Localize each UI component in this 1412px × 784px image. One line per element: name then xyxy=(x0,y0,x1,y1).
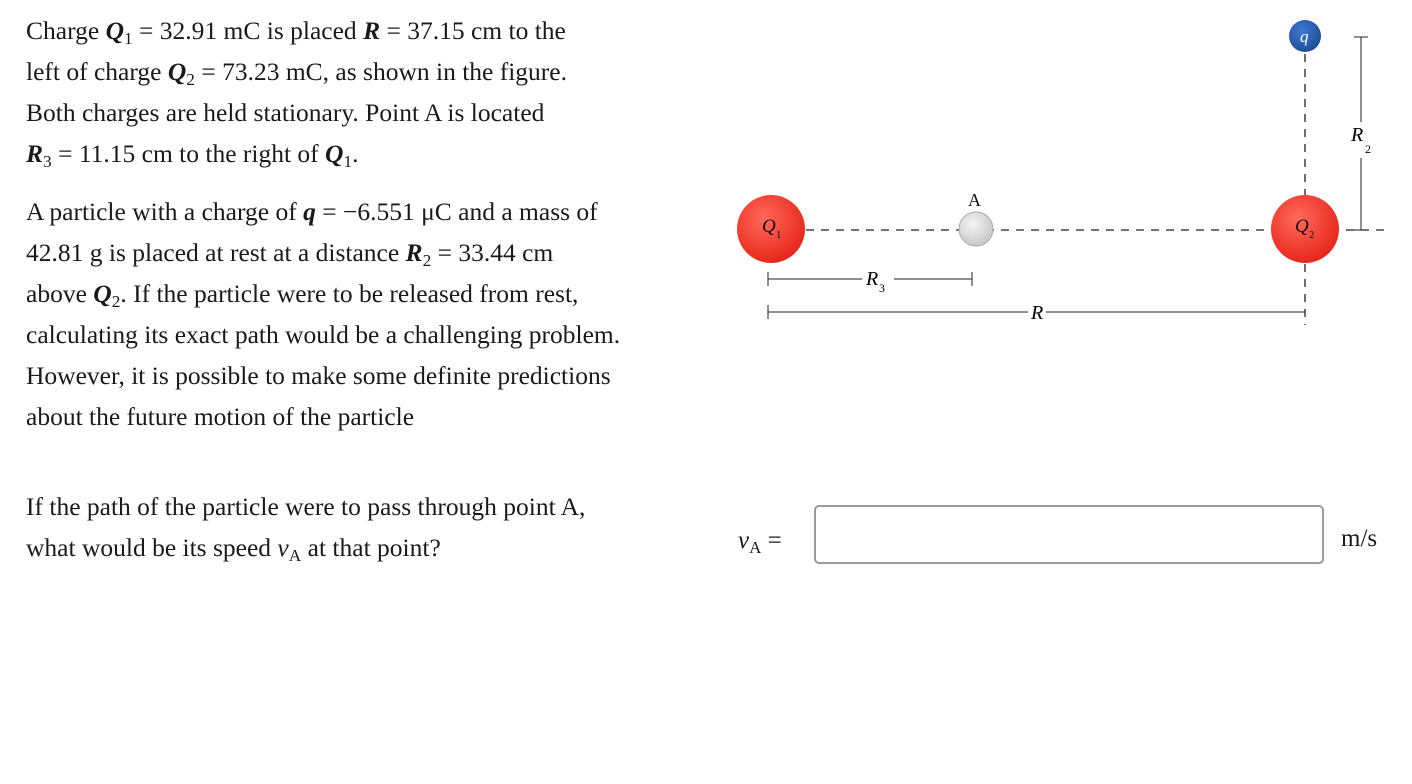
math-var: v xyxy=(277,533,289,562)
r2-label: R xyxy=(1351,124,1364,146)
math-var: Q xyxy=(325,139,344,168)
text: . xyxy=(352,139,359,168)
text: 42.81 g is placed at rest at a distance xyxy=(26,238,406,267)
math-sub: 2 xyxy=(422,250,432,270)
charge-diagram xyxy=(720,0,1410,340)
text: = 37.15 cm to the xyxy=(380,16,566,45)
text: = 33.44 cm xyxy=(431,238,554,267)
math-sub: A xyxy=(288,545,302,565)
math-sub: 1 xyxy=(123,28,133,48)
math-var: q xyxy=(303,197,316,226)
equals-sign: = xyxy=(761,527,782,554)
r3-label: R xyxy=(866,268,879,290)
math-sub: 2 xyxy=(186,69,195,89)
point-a-label: A xyxy=(968,190,981,210)
math-var: v xyxy=(738,527,750,554)
text: above xyxy=(26,279,94,308)
math-sub: 3 xyxy=(43,151,52,171)
r2-sub: 2 xyxy=(1365,142,1371,156)
math-sub: 2 xyxy=(111,291,121,311)
text: = 32.91 mC is placed xyxy=(132,16,364,45)
math-var: Q xyxy=(93,279,112,308)
text: A particle with a charge of xyxy=(26,197,304,226)
math-sub: A xyxy=(749,537,762,557)
text: calculating its exact path would be a challenging problem. xyxy=(26,320,621,349)
charge-q2-label: Q xyxy=(1295,216,1309,237)
r-label: R xyxy=(1031,302,1044,324)
text: Both charges are held stationary. Point A is located xyxy=(26,98,545,127)
text: about the future motion of the particle xyxy=(26,402,415,431)
text: Charge xyxy=(26,16,106,45)
text: left of charge xyxy=(26,57,168,86)
charge-q2-sub: 2 xyxy=(1309,229,1315,241)
math-var: Q xyxy=(167,57,187,86)
unit-label: m/s xyxy=(1341,525,1378,552)
math-sub: 1 xyxy=(343,151,353,171)
point-a xyxy=(959,212,993,246)
r3-sub: 3 xyxy=(879,281,885,295)
text: = 11.15 cm to the right of xyxy=(51,139,326,168)
question-text xyxy=(26,486,706,568)
charge-q1-sub: 1 xyxy=(776,229,782,241)
text: = −6.551 μC and a mass of xyxy=(315,197,598,226)
text: However, it is possible to make some definite predictions xyxy=(26,361,611,390)
problem-intro xyxy=(26,10,706,174)
charge-q1-label: Q xyxy=(762,216,776,237)
math-var: Q xyxy=(105,16,124,45)
text: what would be its speed xyxy=(26,533,278,562)
math-var: R xyxy=(26,139,44,168)
particle-q-label: q xyxy=(1300,27,1309,46)
text: . If the particle were to be released from rest, xyxy=(120,279,579,308)
problem-details xyxy=(26,191,706,437)
text: = 73.23 mC, as shown in the figure. xyxy=(194,57,567,86)
math-var: R xyxy=(405,238,423,267)
answer-label xyxy=(738,526,782,556)
speed-answer-input[interactable] xyxy=(814,505,1324,564)
text: at that point? xyxy=(301,533,441,562)
math-var: R xyxy=(363,16,381,45)
text: If the path of the particle were to pass through point A, xyxy=(26,492,586,521)
